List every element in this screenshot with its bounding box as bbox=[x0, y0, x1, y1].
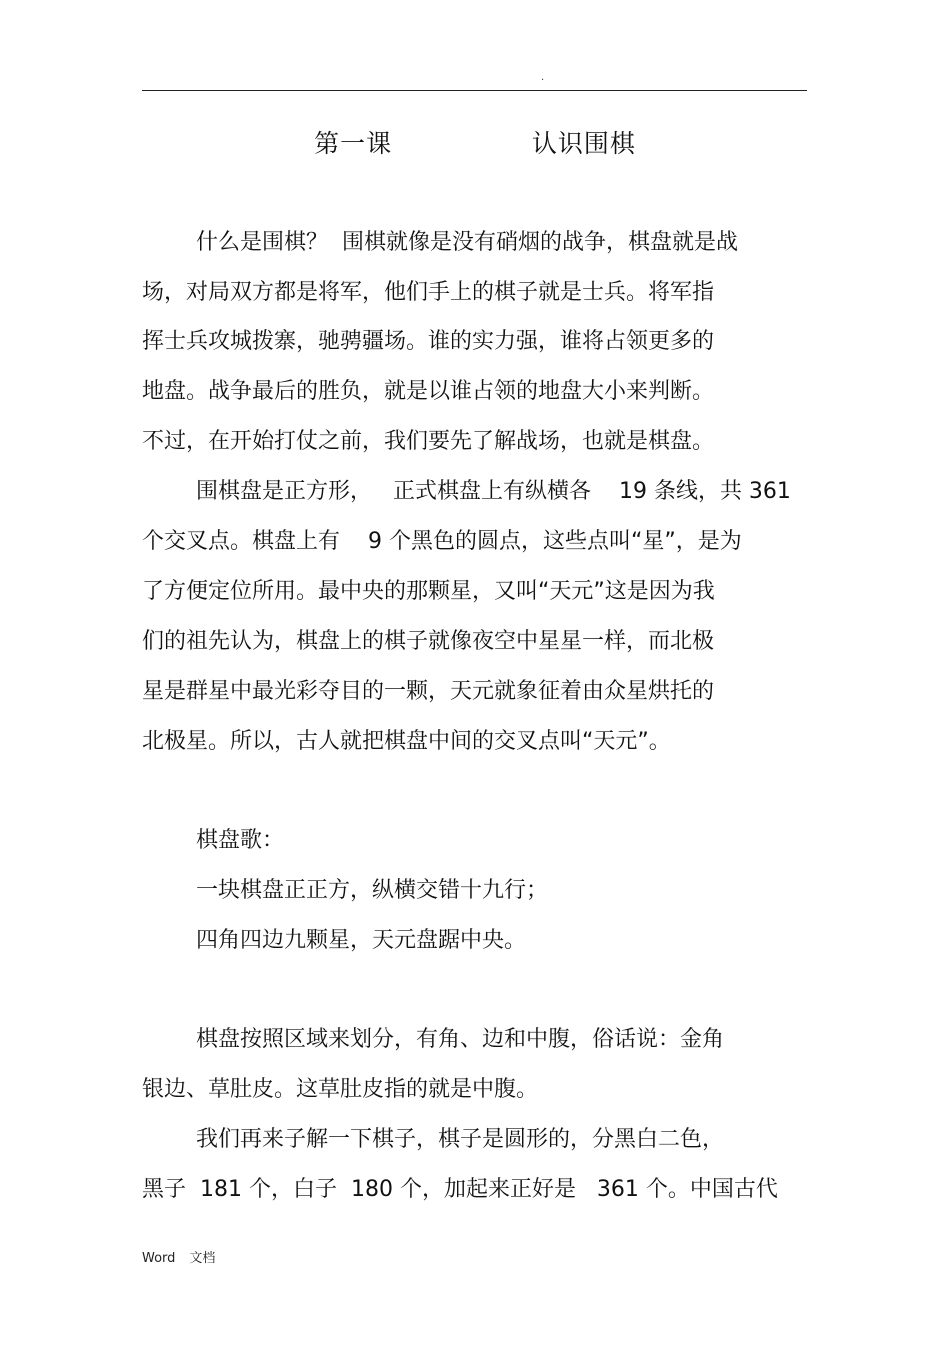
footer-word-label: Word bbox=[142, 1251, 176, 1266]
paragraph-line: 围棋盘是正方形， 正式棋盘上有纵横各 19 条线，共 361 bbox=[196, 479, 791, 504]
paragraph-line: 黑子 181 个，白子 180 个，加起来正好是 361 个。中国古代 bbox=[142, 1177, 778, 1202]
paragraph-line: 地盘。战争最后的胜负，就是以谁占领的地盘大小来判断。 bbox=[142, 379, 715, 404]
page-footer bbox=[142, 1250, 215, 1268]
footer-doc-label: 文档 bbox=[189, 1251, 216, 1266]
header-rule bbox=[142, 90, 807, 91]
paragraph-line: 我们再来子解一下棋子，棋子是圆形的，分黑白二色， bbox=[196, 1127, 725, 1152]
song-line: 一块棋盘正正方，纵横交错十九行； bbox=[196, 878, 549, 903]
song-heading: 棋盘歌： bbox=[196, 828, 285, 853]
header-dot: . bbox=[541, 72, 545, 83]
page-title: 第一课 认识围棋 bbox=[314, 129, 636, 158]
paragraph-line: 挥士兵攻城拨寨，驰骋疆场。谁的实力强，谁将占领更多的 bbox=[142, 329, 715, 354]
paragraph-line: 星是群星中最光彩夺目的一颗，天元就象征着由众星烘托的 bbox=[142, 679, 715, 704]
paragraph-line: 场，对局双方都是将军，他们手上的棋子就是士兵。将军指 bbox=[142, 280, 715, 305]
paragraph-line: 银边、草肚皮。这草肚皮指的就是中腹。 bbox=[142, 1077, 539, 1102]
paragraph-line: 什么是围棋？ 围棋就像是没有硝烟的战争，棋盘就是战 bbox=[196, 230, 738, 255]
song-line: 四角四边九颗星，天元盘踞中央。 bbox=[196, 928, 527, 953]
paragraph-line: 个交叉点。棋盘上有 9 个黑色的圆点，这些点叫“星”，是为 bbox=[142, 529, 742, 554]
paragraph-line: 们的祖先认为，棋盘上的棋子就像夜空中星星一样，而北极 bbox=[142, 629, 715, 654]
paragraph-line: 不过，在开始打仗之前，我们要先了解战场，也就是棋盘。 bbox=[142, 429, 715, 454]
paragraph-line: 棋盘按照区域来划分，有角、边和中腹，俗话说：金角 bbox=[196, 1027, 725, 1052]
paragraph-line: 了方便定位所用。最中央的那颗星，又叫“天元”这是因为我 bbox=[142, 579, 715, 604]
paragraph-line: 北极星。所以，古人就把棋盘中间的交叉点叫“天元”。 bbox=[142, 729, 671, 754]
